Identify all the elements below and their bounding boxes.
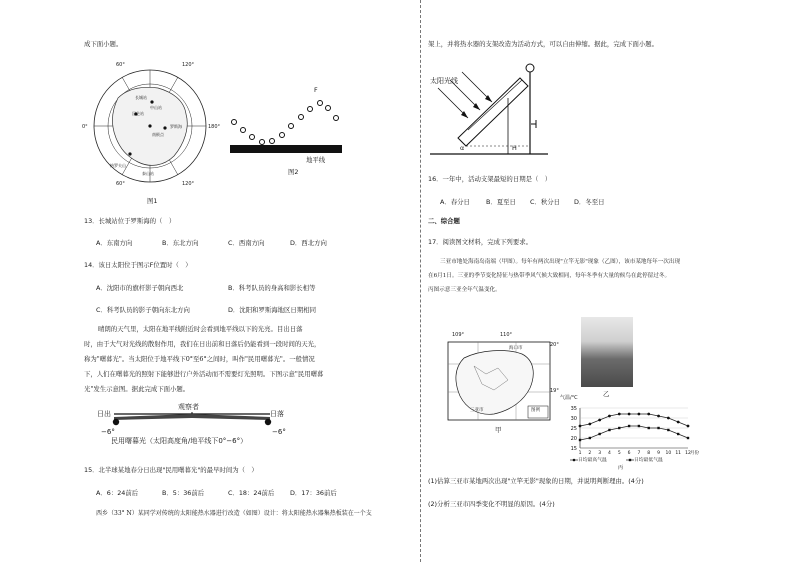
chart-y-tick-label: 25 xyxy=(570,425,577,432)
passage-line: 称为"曙暮光"。当太阳位于地平线下0°至6°之间时，叫作"民用曙暮光"。一般情况 xyxy=(84,355,315,363)
chart-point-min xyxy=(628,425,630,427)
chart-point-min xyxy=(589,437,591,439)
fig3-neg-left-label: −6° xyxy=(101,428,115,436)
section-heading: 二、综合题 xyxy=(428,217,460,225)
q15-option-b[interactable]: B．5：36前后 xyxy=(162,489,205,497)
passage-line: 光"发生示意图。据此完成下面小题。 xyxy=(84,385,190,393)
fig1-station-label-5: 格罗夫山 xyxy=(110,163,126,168)
q17-passage-line: 在6月1日。三亚的季节变化特征与热带季风气候大致相同，每年冬季有大量的候鸟在此停留过冬。 xyxy=(428,273,671,279)
fig4-h-label: H xyxy=(512,144,517,152)
q17-sub1: (1)估算三亚市某地两次出现"立竿无影"现象的日期，并说明判断理由。(4分) xyxy=(428,477,644,485)
map-legend-label: 图例 xyxy=(531,408,540,413)
q14-stem: 14．该日太阳位于图示F位置时（ ） xyxy=(84,261,192,269)
photo-noshadow-pillar xyxy=(581,317,633,387)
q13-option-b[interactable]: B．东北方向 xyxy=(162,239,199,247)
q15-option-c[interactable]: C．18：24前后 xyxy=(228,489,275,497)
q14-option-a[interactable]: A．沈阳市的旗杆影子朝向西北 xyxy=(96,284,184,292)
chart-point-max xyxy=(598,419,601,422)
passage-line: 时，由于大气对光线的散射作用，我们在日出前和日落后仍能看到一段时间的天光， xyxy=(84,340,321,348)
fig1-lon-label-60b: 60° xyxy=(116,181,125,187)
chart-point-min xyxy=(579,439,581,441)
left-intro: 成下面小题。 xyxy=(84,40,123,48)
q14-option-d[interactable]: D．沈阳和罗斯海地区日期相同 xyxy=(228,306,316,314)
map-city2-label: 三亚市 xyxy=(470,408,484,413)
fig2-caption: 图2 xyxy=(288,168,299,176)
fig1-lon-label-180: 180° xyxy=(208,124,221,130)
fig1-station-label-2: 中山站 xyxy=(150,105,162,110)
q17-passage-line: 三亚市地处海南岛南端（甲图）。每年有两次出现"立竿无影"现象（乙图），该市某地每年一次出现 xyxy=(440,259,681,265)
q17-stem: 17．阅读图文材料，完成下列要求。 xyxy=(428,238,532,246)
q16-option-c[interactable]: C．秋分日 xyxy=(530,198,561,206)
q14-option-c[interactable]: C．科考队员的影子朝向东北方向 xyxy=(96,306,190,314)
chart-y-tick-label: 30 xyxy=(570,415,577,422)
q16-option-b[interactable]: B．夏至日 xyxy=(486,198,516,206)
chart-point-min xyxy=(598,433,600,435)
chart-point-max xyxy=(687,425,690,428)
q14-option-b[interactable]: B．科考队员的身高和影长相等 xyxy=(228,284,316,292)
fig1-lon-label-120b: 120° xyxy=(182,181,195,187)
chart-point-max xyxy=(618,413,621,416)
chart-point-min xyxy=(608,429,610,431)
fig3-caption: 民用曙暮光（太阳高度角/地平线下0°−6°） xyxy=(111,437,248,445)
chart-point-max xyxy=(579,425,582,428)
q15-option-d[interactable]: D．17：36前后 xyxy=(290,489,337,497)
chart-y-tick-label: 35 xyxy=(570,405,577,412)
q16-option-d[interactable]: D．冬至日 xyxy=(574,198,605,206)
chart-point-min xyxy=(638,425,640,427)
chart-point-max xyxy=(667,417,670,420)
map-lat-19: 19° xyxy=(550,388,559,394)
chart-x-tick-label: 3 xyxy=(598,451,602,456)
fig1-lon-label-60a: 60° xyxy=(116,62,125,68)
chart-point-max xyxy=(608,415,611,418)
chart-point-min xyxy=(677,433,679,435)
map-caption: 甲 xyxy=(495,426,502,434)
fig1-lon-label-120a: 120° xyxy=(182,62,195,68)
chart-point-max xyxy=(588,423,591,426)
chart-x-tick-label: 11 xyxy=(675,451,682,456)
right-intro: 架上，并将热水器的支架改造为活动方式，可以自由伸缩。据此，完成下面小题。 xyxy=(428,40,659,48)
chart-legend-marker-max xyxy=(573,459,576,462)
map-city-label: 海口市 xyxy=(509,346,523,351)
chart-y-tick-label: 20 xyxy=(570,435,577,442)
chart-ylabel: 气温/°C xyxy=(560,395,578,401)
fig1-station-label-7: 南极点 xyxy=(152,132,164,137)
left-tail-text: 西乡（33° N）某同学对传统的太阳能热水器进行改造（如图）设计：将太阳能热水器集热板装在一个支 xyxy=(96,510,372,517)
chart-x-tick-label: 7 xyxy=(637,451,641,456)
fig4-sun-label: 太阳光线 xyxy=(430,77,458,85)
q13-option-c[interactable]: C．西南方向 xyxy=(228,239,265,247)
chart-x-tick-label: 4 xyxy=(608,451,611,456)
fig1-station-label-4: 罗斯海 xyxy=(170,124,182,129)
chart-x-tick-label: 6 xyxy=(627,451,631,456)
map-lon-110: 110° xyxy=(500,332,513,338)
chart-x-tick-label: 8 xyxy=(647,451,651,456)
fig1-caption: 图1 xyxy=(147,197,158,205)
chart-point-max xyxy=(638,413,641,416)
fig1-lon-label-0: 0° xyxy=(82,124,88,130)
chart-series-line-0 xyxy=(580,414,688,426)
fig3-observer-label: 观察者 xyxy=(178,403,199,411)
fig4-alpha-label: α xyxy=(460,144,465,152)
chart-x-tick-label: 9 xyxy=(657,451,660,456)
fig3-sunrise-label: 日出 xyxy=(97,410,111,418)
q13-stem: 13．长城站位于罗斯海的（ ） xyxy=(84,217,176,225)
passage-line: 下，人们在曙暮光的照射下能够进行户外活动而不需要灯光照明。下图示意"民用曙暮 xyxy=(84,370,324,378)
chart-point-min xyxy=(657,427,659,429)
chart-x-unit: 月份 xyxy=(690,451,699,456)
q15-stem: 15．北半球某地春分日出现"民用曙暮光"的最早时间为（ ） xyxy=(84,466,258,474)
fig1-station-label-1: 长城站 xyxy=(135,95,147,100)
q17-sub2: (2)分析三亚市四季变化不明显的原因。(4分) xyxy=(428,500,555,508)
fig1-station-label-6: 泰山站 xyxy=(142,171,154,176)
chart-y-tick-label: 15 xyxy=(570,445,577,452)
fig1-polar-map xyxy=(80,58,220,198)
fig2-sun-path xyxy=(226,86,346,156)
chart-x-tick-label: 5 xyxy=(617,451,621,456)
q16-stem: 16．一年中，活动支架最短的日期是（ ） xyxy=(428,175,552,183)
q17-passage xyxy=(428,255,758,297)
q17-passage-line: 丙图示意三亚全年气温变化。 xyxy=(428,287,501,293)
chart-x-tick-label: 12 xyxy=(685,451,691,456)
q13-option-a[interactable]: A．东南方向 xyxy=(96,239,133,247)
chart-x-tick-label: 1 xyxy=(578,451,582,456)
chart-x-tick-label: 10 xyxy=(665,451,672,456)
map-lat-20: 20° xyxy=(550,342,559,348)
column-divider xyxy=(420,0,422,562)
chart-legend-marker-min xyxy=(629,459,631,461)
photo-caption: 乙 xyxy=(603,390,610,398)
chart-point-max xyxy=(628,413,631,416)
temperature-chart xyxy=(556,396,699,466)
chart-legend-min: 日均最低气温 xyxy=(634,458,663,463)
chart-point-min xyxy=(667,429,669,431)
map-lon-109: 109° xyxy=(452,332,465,338)
passage-line: 晴朗的天气里，太阳在地平线附近时会看到地平线以下的光亮。目出日落 xyxy=(98,325,303,333)
chart-point-min xyxy=(687,437,689,439)
fig1-station-label-3: 昆仑站 xyxy=(132,111,144,116)
chart-point-min xyxy=(648,427,650,429)
chart-caption: 丙 xyxy=(618,465,624,471)
chart-legend-max: 日均最高气温 xyxy=(578,458,607,463)
chart-point-max xyxy=(677,421,680,424)
chart-point-min xyxy=(618,427,620,429)
chart-point-max xyxy=(657,415,660,418)
chart-x-tick-label: 2 xyxy=(588,451,592,456)
passage-twilight xyxy=(84,322,414,397)
q15-option-a[interactable]: A．6：24前后 xyxy=(96,489,139,497)
fig2-point-label: F xyxy=(314,86,318,94)
fig3-neg-right-label: −6° xyxy=(272,428,286,436)
fig4-solar-heater xyxy=(428,58,552,162)
q13-option-d[interactable]: D．西北方向 xyxy=(290,239,327,247)
fig2-horizon-label: 地平线 xyxy=(306,156,326,164)
q16-option-a[interactable]: A．春分日 xyxy=(440,198,470,206)
chart-point-max xyxy=(647,413,650,416)
fig3-sunset-label: 日落 xyxy=(270,410,284,418)
